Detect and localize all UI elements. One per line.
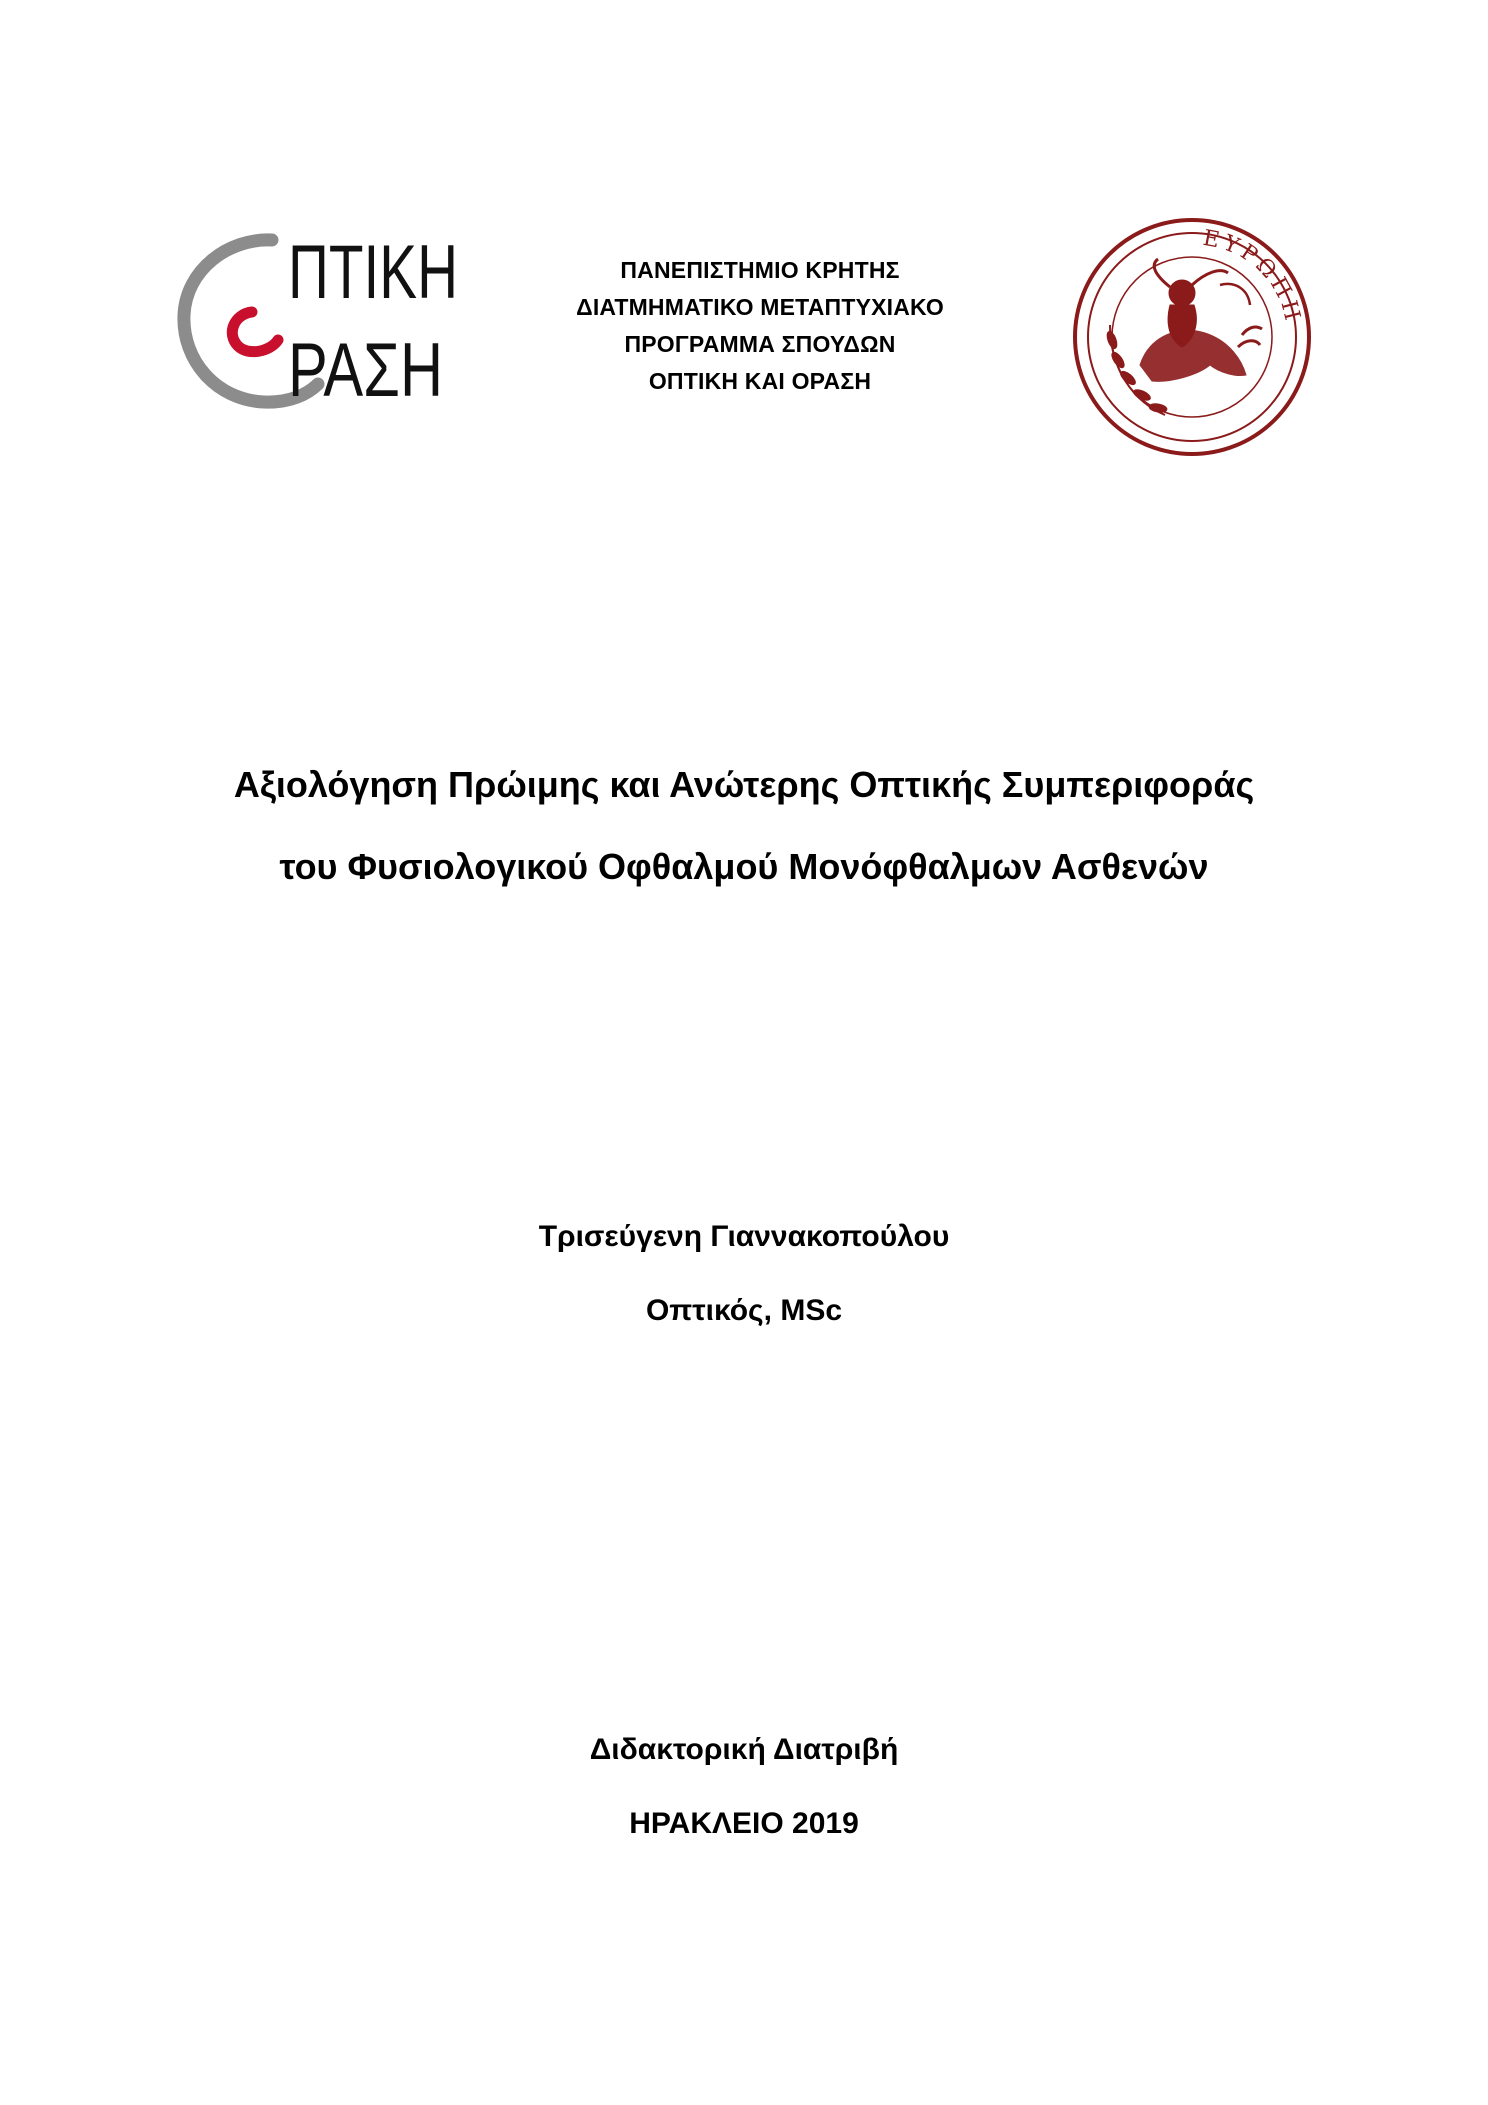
program-line-2: ΠΡΟΓΡΑΜΜΑ ΣΠΟΥΔΩΝ — [624, 331, 896, 357]
europa-seal-icon — [1070, 215, 1315, 460]
thesis-title-line-1: Αξιολόγηση Πρώιμης και Ανώτερης Οπτικής Συμπεριφοράς — [233, 764, 1255, 805]
program-line-1: ΔΙΑΤΜΗΜΑΤΙΚΟ ΜΕΤΑΠΤΥΧΙΑΚΟ — [576, 294, 944, 320]
thesis-title — [100, 744, 1388, 908]
author-block — [244, 1200, 1244, 1348]
footer-block — [244, 1713, 1244, 1861]
optiki-orasi-logo — [168, 210, 468, 413]
logo-word-optiki: ΠΤΙΚΗ — [288, 230, 458, 315]
program-line-3: ΟΠΤΙΚΗ ΚΑΙ ΟΡΑΣΗ — [648, 368, 872, 394]
thesis-title-line-2: του Φυσιολογικού Οφθαλμού Μονόφθαλμων Ασθενών — [279, 846, 1209, 887]
seal-text: ΕΥΡΩΠΗ — [1200, 225, 1306, 327]
thesis-type: Διδακτορική Διατριβή — [589, 1733, 899, 1766]
author-credentials: Οπτικός, MSc — [645, 1294, 843, 1327]
logo-word-orasi: ΡΑΣΗ — [288, 328, 443, 413]
university-name: ΠΑΝΕΠΙΣΤΗΜΙΟ ΚΡΗΤΗΣ — [620, 257, 900, 283]
university-heading — [500, 252, 1020, 400]
place-year: ΗΡΑΚΛΕΙΟ 2019 — [629, 1807, 859, 1840]
author-name: Τρισεύγενη Γιαννακοπούλου — [538, 1220, 950, 1253]
